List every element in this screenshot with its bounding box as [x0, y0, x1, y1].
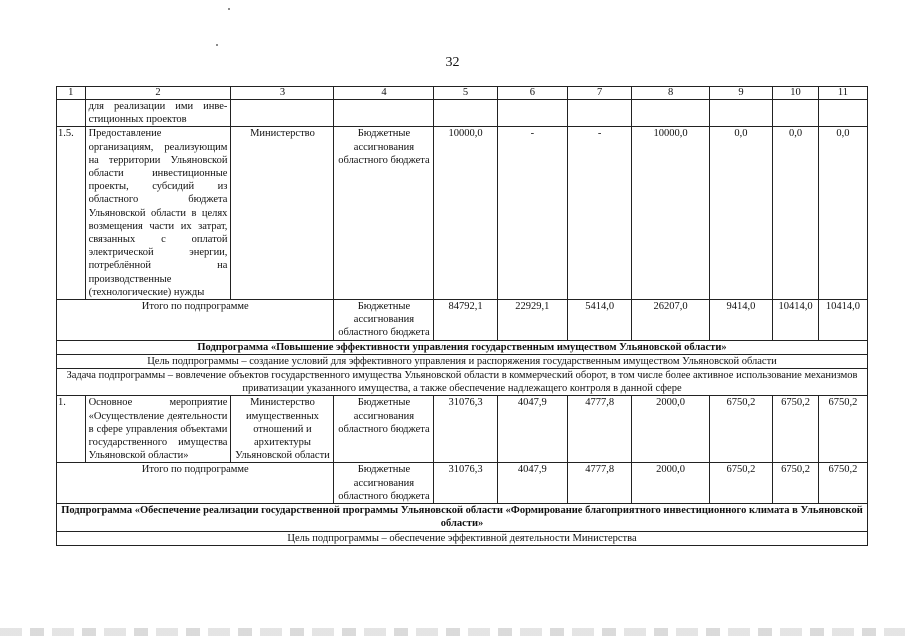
header-cell: 1	[57, 87, 86, 100]
total-label: Итого по подпрограмме	[57, 463, 334, 504]
value-col-10: 0,0	[773, 127, 819, 300]
header-cell: 5	[434, 87, 497, 100]
value-col-5: 31076,3	[434, 396, 497, 463]
header-cell: 10	[773, 87, 819, 100]
subprogram-goal: Цель подпрограммы – обеспечение эффективной деятельности Министерства	[57, 531, 868, 545]
value-col-6: -	[497, 127, 567, 300]
header-cell: 6	[497, 87, 567, 100]
scan-edge-artifact	[0, 628, 905, 636]
measure-name: Предоставление организациям, реализующим на территории Ульяновской области инвестиционные проекты, субсидий из областного бюджета Ульяновской области в целях возмещения части их затрат, связанных с оплатой электрической энергии, потреблённой на производственные (технологические) нужды	[85, 127, 231, 300]
subprogram-goal-row	[57, 354, 868, 368]
value-col-5: 31076,3	[434, 463, 497, 504]
value-col-10: 6750,2	[773, 463, 819, 504]
header-cell: 11	[818, 87, 867, 100]
value-col-7: 4777,8	[568, 396, 632, 463]
table-row-1	[57, 396, 868, 463]
funding-source: Бюджетные ассигнования областного бюджета	[334, 463, 434, 504]
value-col-6: 22929,1	[497, 300, 567, 341]
subprogram-title: Подпрограмма «Обеспечение реализации государственной программы Ульяновской области «Формирование благоприятного инвестиционного климата в Ульяновской области»	[57, 504, 868, 531]
funding-source: Бюджетные ассигнования областного бюджета	[334, 300, 434, 341]
table-row-total-2	[57, 463, 868, 504]
funding-source: Бюджетные ассигнования областного бюджета	[334, 396, 434, 463]
funding-source: Бюджетные ассигнования областного бюджета	[334, 127, 434, 300]
value-col-5: 10000,0	[434, 127, 497, 300]
value-col-8: 26207,0	[632, 300, 710, 341]
subprogram-title: Подпрограмма «Повышение эффективности управления государственным имуществом Ульяновской области»	[57, 340, 868, 354]
subprogram-task-row	[57, 369, 868, 396]
value-col-5: 84792,1	[434, 300, 497, 341]
header-row	[57, 87, 868, 100]
table-row-total-1	[57, 300, 868, 341]
header-cell: 4	[334, 87, 434, 100]
value-col-8: 10000,0	[632, 127, 710, 300]
subprogram-goal: Цель подпрограммы – создание условий для эффективного управления и распоряжения государственным имуществом Ульяновской области	[57, 354, 868, 368]
value-col-10: 6750,2	[773, 396, 819, 463]
value-col-7: 4777,8	[568, 463, 632, 504]
page-number: 32	[445, 55, 460, 70]
value-col-11: 6750,2	[818, 396, 867, 463]
subprogram-goal-row	[57, 531, 868, 545]
row-number: 1.5.	[57, 127, 86, 300]
executor: Министерство имущественных отношений и архитектуры Ульяновской области	[231, 396, 334, 463]
scan-speck	[216, 44, 218, 46]
table-row-1-5	[57, 127, 868, 300]
header-cell: 7	[568, 87, 632, 100]
executor: Министерство	[231, 127, 334, 300]
continuation-text: для реализации ими инве-стиционных проектов	[85, 100, 231, 127]
header-cell: 9	[709, 87, 772, 100]
header-cell: 2	[85, 87, 231, 100]
subprogram-title-row	[57, 340, 868, 354]
table-row-continuation	[57, 100, 868, 127]
value-col-8: 2000,0	[632, 396, 710, 463]
value-col-11: 6750,2	[818, 463, 867, 504]
value-col-9: 6750,2	[709, 463, 772, 504]
subprogram-title-row	[57, 504, 868, 531]
subprogram-task: Задача подпрограммы – вовлечение объектов государственного имущества Ульяновской области в коммерческий оборот, в том числе более активное использование механизмов приватизации указанного имущества, а также обеспечение надлежащего контроля в данной сфере	[57, 369, 868, 396]
value-col-9: 6750,2	[709, 396, 772, 463]
value-col-11: 10414,0	[818, 300, 867, 341]
value-col-7: -	[568, 127, 632, 300]
value-col-7: 5414,0	[568, 300, 632, 341]
header-cell: 3	[231, 87, 334, 100]
value-col-9: 0,0	[709, 127, 772, 300]
header-cell: 8	[632, 87, 710, 100]
scan-speck	[228, 8, 230, 10]
value-col-10: 10414,0	[773, 300, 819, 341]
value-col-8: 2000,0	[632, 463, 710, 504]
row-number: 1.	[57, 396, 86, 463]
total-label: Итого по подпрограмме	[57, 300, 334, 341]
value-col-9: 9414,0	[709, 300, 772, 341]
measure-name: Основное мероприятие «Осуществление деятельности в сфере управления объектами государственного имущества Ульяновской области»	[85, 396, 231, 463]
value-col-6: 4047,9	[497, 396, 567, 463]
value-col-6: 4047,9	[497, 463, 567, 504]
value-col-11: 0,0	[818, 127, 867, 300]
program-table	[56, 86, 868, 546]
